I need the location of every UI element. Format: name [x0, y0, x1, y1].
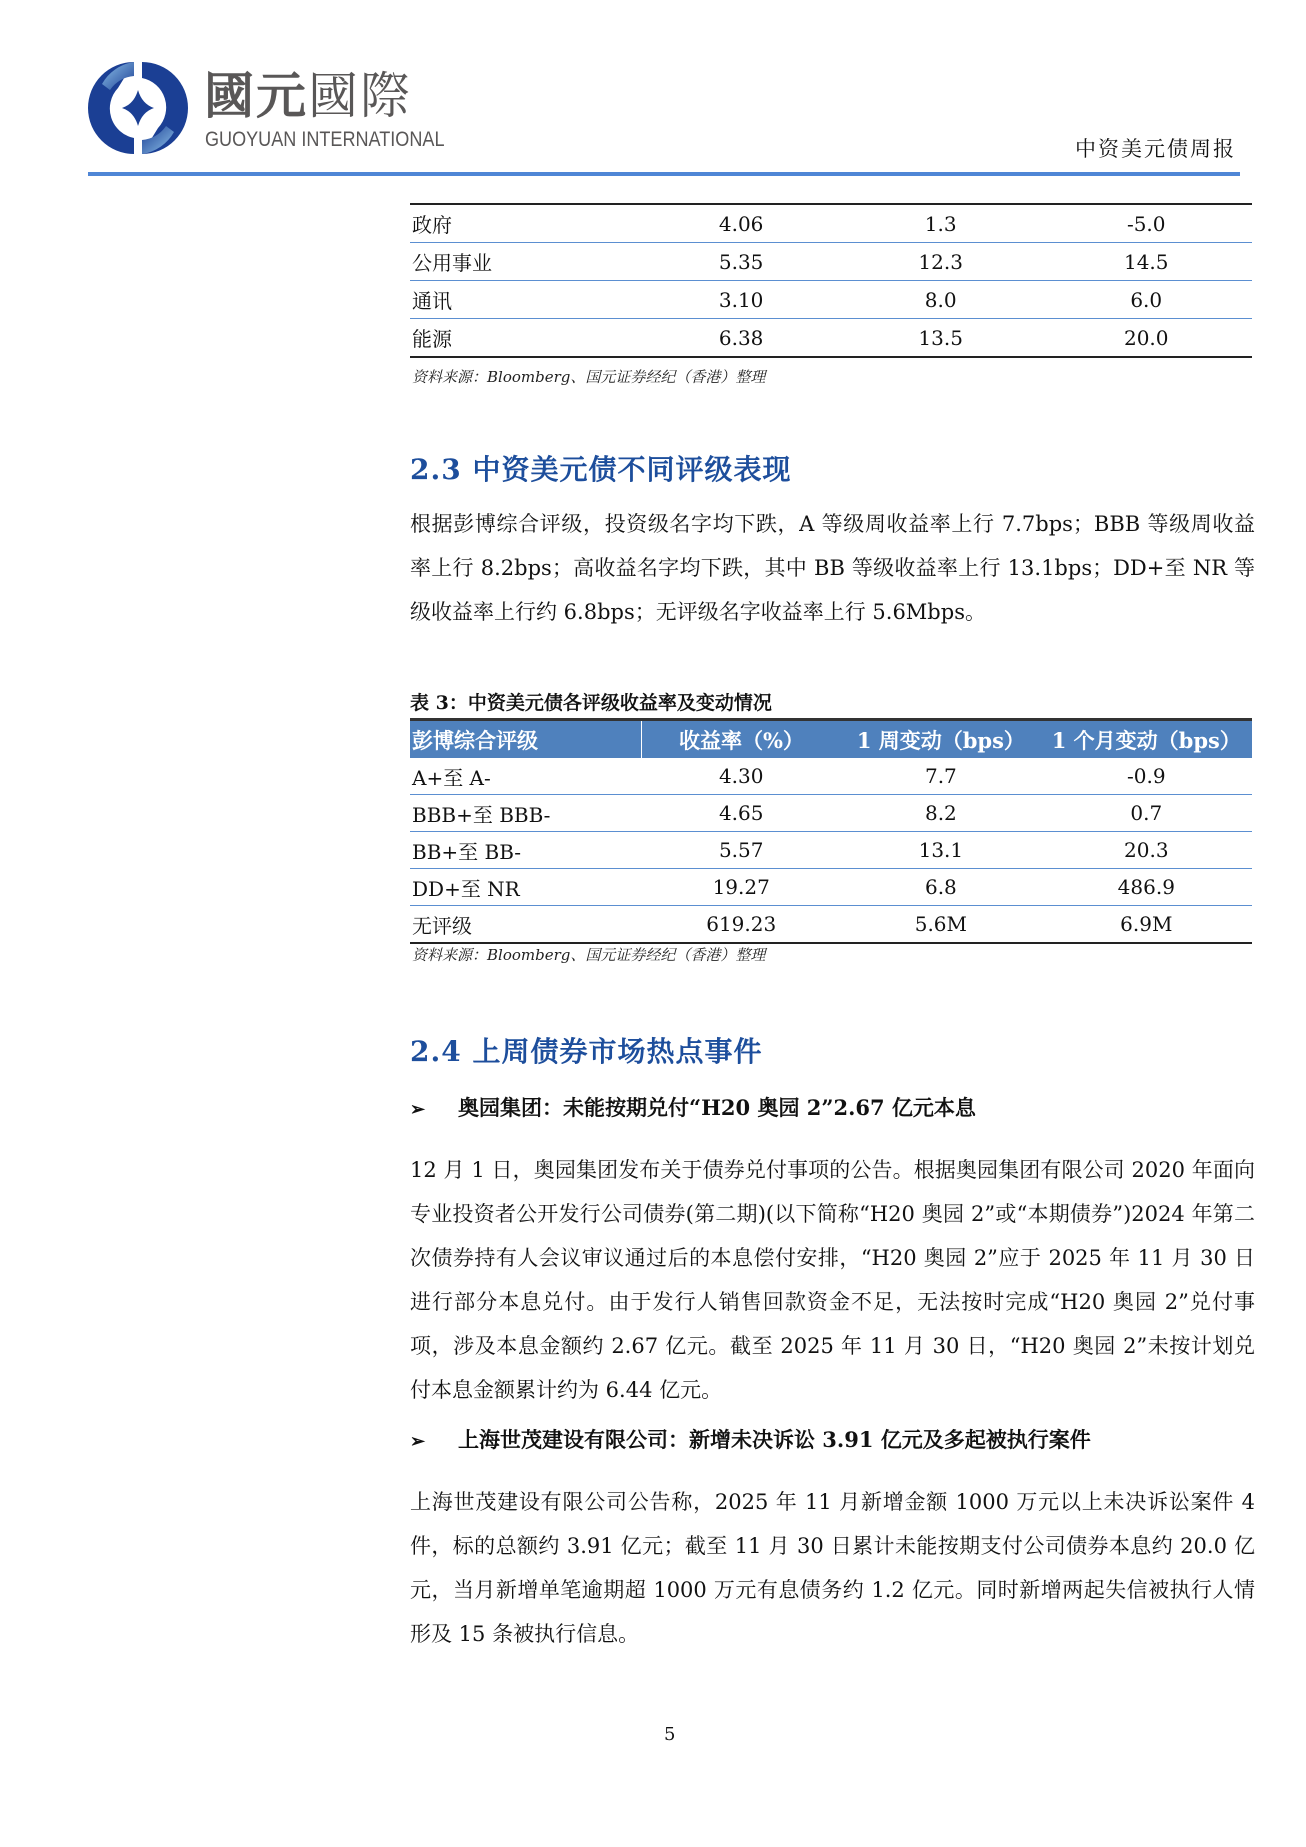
yield-cell: 5.57	[641, 832, 841, 869]
week-change-cell: 7.7	[841, 758, 1040, 795]
month-change-cell: -5.0	[1040, 204, 1252, 243]
header-divider	[88, 172, 1240, 176]
sector-cell: 能源	[410, 319, 641, 358]
table-row	[410, 319, 1252, 358]
rating-cell: DD+至 NR	[410, 869, 641, 906]
logo-english-name: GUOYUAN INTERNATIONAL	[205, 128, 445, 151]
yield-cell: 5.35	[641, 243, 841, 281]
event-body-aoyuan: 12 月 1 日，奥园集团发布关于债券兑付事项的公告。根据奥园集团有限公司 2020 年面向专业投资者公开发行公司债券(第二期)(以下简称“H20 奥园 2”或“本期债券”)2024 年第二次债券持有人会议审议通过后的本息偿付安排，“H20 奥园 2”应于 2025 年 11 月 30 日进行部分本息兑付。由于发行人销售回款资金不足，无法按时完成“H20 奥园 2”兑付事项，涉及本息金额约 2.67 亿元。截至 2025 年 11 月 30 日，“H20 奥园 2”未按计划兑付本息金额累计约为 6.44 亿元。	[410, 1158, 1255, 1402]
table-row	[410, 906, 1252, 944]
month-change-cell: 6.0	[1040, 281, 1252, 319]
month-change-cell: -0.9	[1041, 758, 1252, 795]
table-3-caption: 表 3：中资美元债各评级收益率及变动情况	[410, 692, 772, 714]
section-heading-2-3: 2.3 中资美元债不同评级表现	[410, 453, 792, 486]
section-2-3-paragraph: 根据彭博综合评级，投资级名字均下跌，A 等级周收益率上行 7.7bps；BBB 等级周收益率上行 8.2bps；高收益名字均下跌，其中 BB 等级收益率上行 13.1bps；DD+至 NR 等级收益率上行约 6.8bps；无评级名字收益率上行 5.6Mbps。	[410, 512, 1255, 624]
rating-yield-table	[410, 718, 1252, 944]
event-title-text: 上海世茂建设有限公司：新增未决诉讼 3.91 亿元及多起被执行案件	[458, 1427, 1091, 1452]
month-change-cell: 6.9M	[1041, 906, 1252, 944]
page-number: 5	[664, 1724, 676, 1745]
week-change-cell: 8.0	[841, 281, 1041, 319]
week-change-cell: 8.2	[841, 795, 1040, 832]
yield-cell: 4.65	[641, 795, 841, 832]
month-change-cell: 20.0	[1040, 319, 1252, 358]
section-heading-2-4: 2.4 上周债券市场热点事件	[410, 1035, 763, 1068]
week-change-cell: 13.1	[841, 832, 1040, 869]
yield-cell: 3.10	[641, 281, 841, 319]
report-title: 中资美元债周报	[1075, 137, 1236, 161]
sector-cell: 政府	[410, 204, 641, 243]
logo-chinese-name	[204, 68, 412, 124]
column-header-week-change: 1 周变动（bps）	[841, 720, 1040, 759]
month-change-cell: 20.3	[1041, 832, 1252, 869]
month-change-cell: 14.5	[1040, 243, 1252, 281]
yield-cell: 4.30	[641, 758, 841, 795]
table-row	[410, 795, 1252, 832]
table-row	[410, 281, 1252, 319]
company-logo	[88, 58, 468, 158]
week-change-cell: 1.3	[841, 204, 1041, 243]
rating-cell: BB+至 BB-	[410, 832, 641, 869]
arrow-bullet-icon: ➢	[410, 1431, 426, 1452]
month-change-cell: 486.9	[1041, 869, 1252, 906]
column-header-rating: 彭博综合评级	[410, 720, 641, 759]
table-source-note: 资料来源：Bloomberg、国元证券经纪（香港）整理	[412, 946, 766, 964]
yield-cell: 6.38	[641, 319, 841, 358]
guoyuan-logo-icon	[88, 58, 188, 158]
logo-cn-light: 國際	[308, 67, 412, 125]
table-row	[410, 758, 1252, 795]
rating-cell: A+至 A-	[410, 758, 641, 795]
event-title-shimao	[410, 1424, 1091, 1454]
yield-cell: 619.23	[641, 906, 841, 944]
arrow-bullet-icon: ➢	[410, 1099, 426, 1120]
table-source-note: 资料来源：Bloomberg、国元证券经纪（香港）整理	[412, 368, 766, 386]
table-header-row	[410, 720, 1252, 759]
sector-cell: 公用事业	[410, 243, 641, 281]
week-change-cell: 6.8	[841, 869, 1040, 906]
column-header-yield: 收益率（%）	[641, 720, 841, 759]
sector-cell: 通讯	[410, 281, 641, 319]
month-change-cell: 0.7	[1041, 795, 1252, 832]
table-row	[410, 204, 1252, 243]
table-row	[410, 832, 1252, 869]
logo-cn-bold: 國元	[204, 67, 308, 125]
rating-cell: 无评级	[410, 906, 641, 944]
rating-cell: BBB+至 BBB-	[410, 795, 641, 832]
yield-cell: 19.27	[641, 869, 841, 906]
week-change-cell: 13.5	[841, 319, 1041, 358]
column-header-month-change: 1 个月变动（bps）	[1041, 720, 1252, 759]
week-change-cell: 5.6M	[841, 906, 1040, 944]
table-row	[410, 243, 1252, 281]
table-row	[410, 869, 1252, 906]
yield-cell: 4.06	[641, 204, 841, 243]
event-title-text: 奥园集团：未能按期兑付“H20 奥园 2”2.67 亿元本息	[458, 1095, 976, 1120]
event-body-shimao: 上海世茂建设有限公司公告称，2025 年 11 月新增金额 1000 万元以上未决诉讼案件 4 件，标的总额约 3.91 亿元；截至 11 月 30 日累计未能按期支付公司债券本息约 20.0 亿元，当月新增单笔逾期超 1000 万元有息债务约 1.2 亿元。同时新增两起失信被执行人情形及 15 条被执行信息。	[410, 1490, 1255, 1646]
sector-yield-table-continued	[410, 203, 1252, 358]
week-change-cell: 12.3	[841, 243, 1041, 281]
event-title-aoyuan	[410, 1092, 976, 1122]
